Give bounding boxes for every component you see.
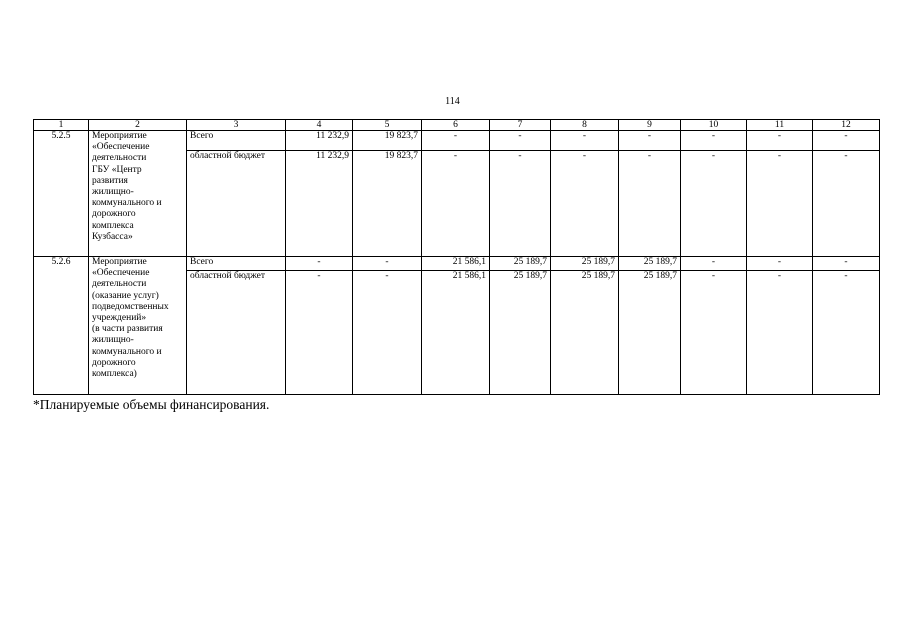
- funding-source: Всего: [187, 257, 286, 271]
- value-cell: -: [286, 257, 353, 271]
- value-cell: -: [813, 131, 880, 151]
- value-cell: -: [681, 271, 747, 395]
- row-name: Мероприятие «Обеспечение деятельности ГБУ «Центр развития жилищно- коммунального и дорожного комплекса Кузбасса»: [89, 131, 187, 257]
- row-code: 5.2.6: [34, 257, 89, 395]
- value-cell: 19 823,7: [353, 131, 422, 151]
- value-cell: -: [813, 257, 880, 271]
- column-header: 12: [813, 120, 880, 131]
- value-cell: -: [681, 131, 747, 151]
- funding-source: Всего: [187, 131, 286, 151]
- value-cell: -: [353, 271, 422, 395]
- value-cell: 21 586,1: [422, 271, 490, 395]
- value-cell: 11 232,9: [286, 151, 353, 257]
- column-header: 4: [286, 120, 353, 131]
- column-header: 11: [747, 120, 813, 131]
- financing-table: [33, 119, 880, 395]
- column-numbers-row: [34, 120, 880, 131]
- column-header: 3: [187, 120, 286, 131]
- value-cell: -: [422, 131, 490, 151]
- column-header: 5: [353, 120, 422, 131]
- row-name: Мероприятие «Обеспечение деятельности (оказание услуг) подведомственных учреждений» (в части развития жилищно- коммунального и дорожного комплекса): [89, 257, 187, 395]
- value-cell: -: [619, 151, 681, 257]
- value-cell: 25 189,7: [551, 271, 619, 395]
- column-header: 10: [681, 120, 747, 131]
- value-cell: -: [813, 151, 880, 257]
- value-cell: 25 189,7: [490, 257, 551, 271]
- value-cell: 25 189,7: [551, 257, 619, 271]
- value-cell: -: [551, 131, 619, 151]
- value-cell: -: [813, 271, 880, 395]
- column-header: 8: [551, 120, 619, 131]
- value-cell: -: [681, 257, 747, 271]
- value-cell: 21 586,1: [422, 257, 490, 271]
- value-cell: 11 232,9: [286, 131, 353, 151]
- funding-source: областной бюджет: [187, 271, 286, 395]
- value-cell: 25 189,7: [490, 271, 551, 395]
- value-cell: -: [422, 151, 490, 257]
- value-cell: -: [551, 151, 619, 257]
- value-cell: -: [747, 257, 813, 271]
- value-cell: -: [619, 131, 681, 151]
- value-cell: -: [747, 271, 813, 395]
- value-cell: -: [490, 151, 551, 257]
- value-cell: -: [490, 131, 551, 151]
- page-number: 114: [445, 96, 460, 107]
- column-header: 2: [89, 120, 187, 131]
- value-cell: -: [747, 131, 813, 151]
- table-row: [34, 131, 880, 151]
- footnote: *Планируемые объемы финансирования.: [33, 397, 270, 412]
- column-header: 1: [34, 120, 89, 131]
- value-cell: -: [353, 257, 422, 271]
- value-cell: 25 189,7: [619, 257, 681, 271]
- value-cell: 25 189,7: [619, 271, 681, 395]
- table-row: [34, 257, 880, 271]
- column-header: 9: [619, 120, 681, 131]
- column-header: 6: [422, 120, 490, 131]
- column-header: 7: [490, 120, 551, 131]
- funding-source: областной бюджет: [187, 151, 286, 257]
- value-cell: -: [747, 151, 813, 257]
- row-code: 5.2.5: [34, 131, 89, 257]
- value-cell: -: [681, 151, 747, 257]
- value-cell: 19 823,7: [353, 151, 422, 257]
- value-cell: -: [286, 271, 353, 395]
